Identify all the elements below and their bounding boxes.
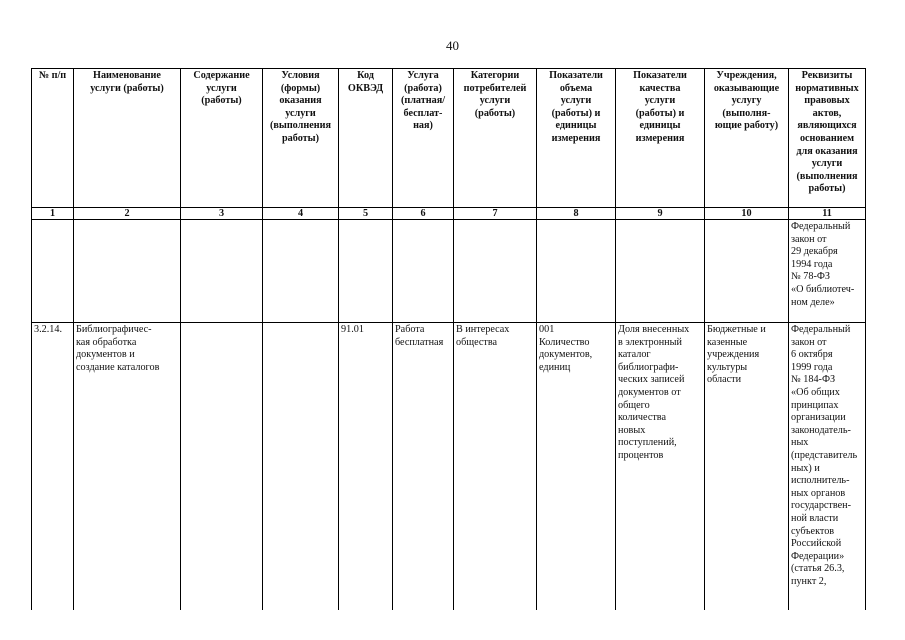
table-cell [339, 220, 393, 323]
column-number: 11 [789, 208, 866, 220]
header-row [32, 69, 866, 208]
header-cell: Услуга (работа) (платная/ бесплат- ная) [393, 69, 454, 208]
column-number: 3 [181, 208, 263, 220]
header-cell: Учреждения, оказывающие услугу (выполня- ющие работу) [705, 69, 789, 208]
table-cell: Бюджетные и казенные учреждения культуры области [705, 323, 789, 611]
table-cell: Федеральный закон от 29 декабря 1994 года № 78-ФЗ «О библиотеч- ном деле» [789, 220, 866, 323]
table-cell [705, 220, 789, 323]
table-cell [74, 220, 181, 323]
column-number: 4 [263, 208, 339, 220]
table-cell [181, 220, 263, 323]
column-number-row [32, 208, 866, 220]
table-row [32, 323, 866, 611]
header-cell: Условия (формы) оказания услуги (выполнения работы) [263, 69, 339, 208]
column-number: 5 [339, 208, 393, 220]
header-cell: Показатели качества услуги (работы) и единицы измерения [616, 69, 705, 208]
table-cell [454, 220, 537, 323]
header-cell: Реквизиты нормативных правовых актов, являющихся основанием для оказания услуги (выполнения работы) [789, 69, 866, 208]
column-number: 8 [537, 208, 616, 220]
table-cell: Библиографичес- кая обработка документов и создание каталогов [74, 323, 181, 611]
table-cell [263, 323, 339, 611]
table-row [32, 220, 866, 323]
services-table [31, 68, 866, 610]
header-cell: Наименование услуги (работы) [74, 69, 181, 208]
header-cell: Показатели объема услуги (работы) и единицы измерения [537, 69, 616, 208]
table-cell [263, 220, 339, 323]
table-cell [32, 220, 74, 323]
table-cell: Федеральный закон от 6 октября 1999 года № 184-ФЗ «Об общих принципах организации законодатель- ных (представитель ных) и исполнитель- ных органов государствен- ной власти субъектов Российской Федерации» (статья 26.3, пункт 2, [789, 323, 866, 611]
table-cell: 001 Количество документов, единиц [537, 323, 616, 611]
header-cell: № п/п [32, 69, 74, 208]
table-cell: В интересах общества [454, 323, 537, 611]
table-cell [537, 220, 616, 323]
header-cell: Код ОКВЭД [339, 69, 393, 208]
table-cell [616, 220, 705, 323]
table-cell [393, 220, 454, 323]
header-cell: Содержание услуги (работы) [181, 69, 263, 208]
table-cell: 3.2.14. [32, 323, 74, 611]
table-cell: Доля внесенных в электронный каталог библиографи- ческих записей документов от общего количества новых поступлений, процентов [616, 323, 705, 611]
column-number: 2 [74, 208, 181, 220]
column-number: 9 [616, 208, 705, 220]
header-cell: Категории потребителей услуги (работы) [454, 69, 537, 208]
column-number: 10 [705, 208, 789, 220]
table-cell: Работа бесплатная [393, 323, 454, 611]
table-cell [181, 323, 263, 611]
column-number: 6 [393, 208, 454, 220]
column-number: 1 [32, 208, 74, 220]
table-cell: 91.01 [339, 323, 393, 611]
page-number: 40 [446, 38, 459, 53]
column-number: 7 [454, 208, 537, 220]
